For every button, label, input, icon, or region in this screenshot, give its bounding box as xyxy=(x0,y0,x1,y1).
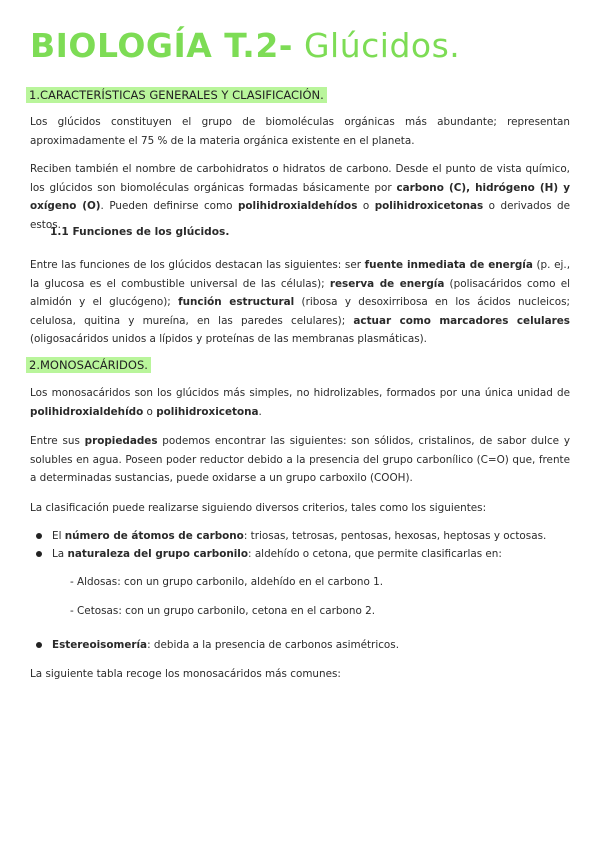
s2p2-text-a: Entre sus xyxy=(30,435,85,447)
p3-text-c: (p. ej., la glucosa es el combustible universal de las células); xyxy=(30,259,570,290)
section-2-heading xyxy=(26,354,151,373)
s2p1-bold-1: polihidroxialdehído xyxy=(30,405,144,418)
s2p2-text-c: podemos encontrar las siguientes: son sólidos, cristalinos, de sabor dulce y solubles en agua. Poseen poder reductor debido a la presencia del grupo carbonílico (C=O) que, frente a determinadas sustancias, puede oxidarse a un grupo carboxilo (COOH). xyxy=(30,435,570,484)
s2p1-text-d: . xyxy=(258,405,262,418)
b2-bold: naturaleza del grupo carbonilo xyxy=(67,548,249,560)
s2p1-bold-2: polihidroxicetona xyxy=(156,405,259,418)
section-2-paragraph-4: La siguiente tabla recoge los monosacáridos más comunes: xyxy=(30,668,341,680)
b2-text-a: La xyxy=(52,548,68,560)
section-2-paragraph-3: La clasificación puede realizarse siguiendo diversos criterios, tales como los siguientes: xyxy=(30,502,487,514)
s2p1-text-a: Los monosacáridos son los glúcidos más simples, no hidrolizables, formados por una única unidad de xyxy=(30,387,570,399)
b1-text-a: El xyxy=(52,530,65,542)
title-rest: Glúcidos. xyxy=(292,26,461,65)
section-1-heading-text: 1.CARACTERÍSTICAS GENERALES Y CLASIFICACIÓN. xyxy=(26,87,327,103)
dash-aldosas: - Aldosas: con un grupo carbonilo, aldehído en el carbono 1. xyxy=(70,576,384,588)
subheading-funciones: 1.1 Funciones de los glúcidos. xyxy=(50,226,230,238)
bullet-numero-carbonos xyxy=(36,527,546,545)
bullet-dot-icon xyxy=(36,642,42,648)
section-2-paragraph-1 xyxy=(30,384,570,421)
bullet-dot-icon xyxy=(36,533,42,539)
p2-bold-elements: carbono (C), hidrógeno (H) y oxígeno (O) xyxy=(30,181,570,212)
b1-text-c: : triosas, tetrosas, pentosas, hexosas, heptosas y octosas. xyxy=(243,530,547,542)
p3-text-e: (ribosa y desoxirribosa en los ácidos nucleicos; celulosa, quitina y mureína, en las paredes celulares); xyxy=(30,296,570,327)
p2-bold-polihidroxialdehidos: polihidroxialdehídos xyxy=(237,200,358,212)
page-title xyxy=(30,26,460,65)
section-2-heading-text: 2.MONOSACÁRIDOS. xyxy=(26,357,151,373)
title-main: BIOLOGÍA T.2- xyxy=(30,26,293,65)
p2-text-e: o derivados de estos. xyxy=(30,200,570,231)
b1-bold: número de átomos de carbono xyxy=(64,530,244,542)
p3-bold-reserva: reserva de energía xyxy=(329,277,445,290)
b3-text-c: : debida a la presencia de carbonos asimétricos. xyxy=(147,639,399,651)
s2p1-text-c: o xyxy=(143,405,157,418)
p2-text-a: Reciben también el nombre de carbohidratos o hidratos de carbono. Desde el punto de vista químico, los glúcidos son biomoléculas orgánicas formadas básicamente por xyxy=(30,163,570,194)
b3-bold: Estereoisomería xyxy=(52,639,148,651)
p3-bold-marcadores: actuar como marcadores celulares xyxy=(353,314,570,327)
p3-text-d: (polisacáridos como el almidón y el glucógeno); xyxy=(30,277,570,308)
section-2-paragraph-2 xyxy=(30,432,570,488)
p3-text-a: Entre las funciones de los glúcidos destacan las siguientes: ser xyxy=(30,259,365,271)
bullet-estereoisomeria xyxy=(36,636,399,654)
bullet-dot-icon xyxy=(36,551,42,557)
section-1-heading xyxy=(26,84,327,103)
dash-cetosas: - Cetosas: con un grupo carbonilo, cetona en el carbono 2. xyxy=(70,605,376,617)
b2-text-c: : aldehído o cetona, que permite clasificarlas en: xyxy=(248,548,502,560)
p2-bold-polihidroxicetonas: polihidroxicetonas xyxy=(374,200,484,212)
p2-text-c: . Pueden definirse como xyxy=(100,200,238,212)
section-1-paragraph-1: Los glúcidos constituyen el grupo de biomoléculas orgánicas más abundante; representan aproximadamente el 75 % de la materia orgánica existente en el planeta. xyxy=(30,116,570,147)
p3-text-f: (oligosacáridos unidos a lípidos y proteínas de las membranas plasmáticas). xyxy=(30,333,427,345)
p2-text-d: o xyxy=(357,200,375,212)
section-1-paragraph-2 xyxy=(30,160,570,234)
p3-bold-fuente: fuente inmediata de energía xyxy=(364,259,533,271)
bullet-naturaleza-carbonilo xyxy=(36,545,502,563)
section-1-paragraph-3 xyxy=(30,256,570,349)
p3-bold-estructural: función estructural xyxy=(178,296,295,308)
s2p2-bold-propiedades: propiedades xyxy=(84,435,158,447)
